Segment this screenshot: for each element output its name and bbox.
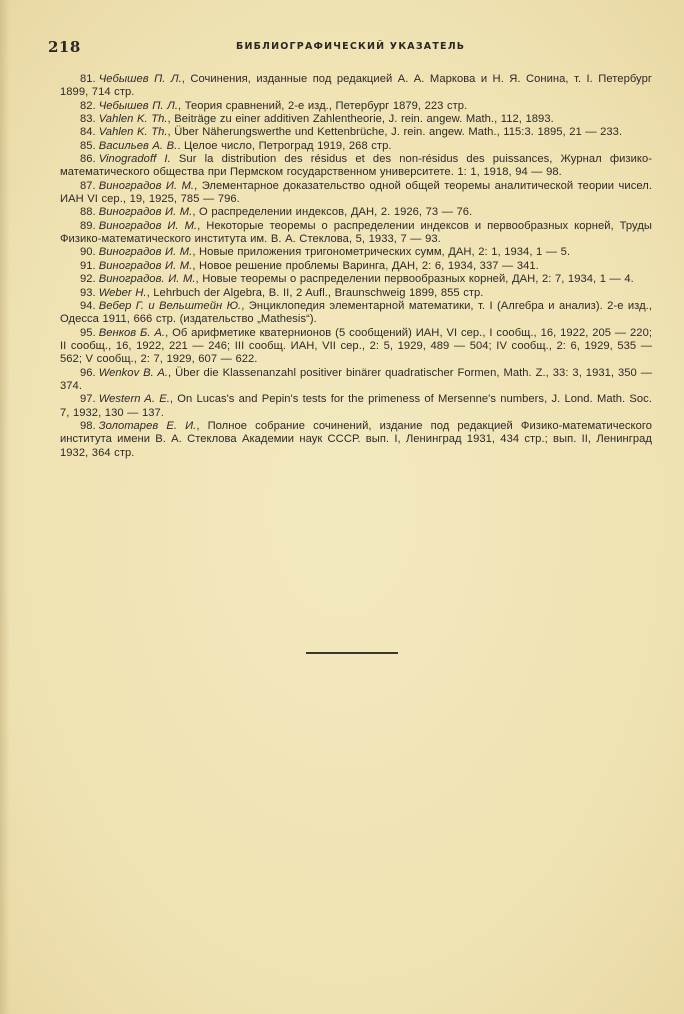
reference-author: Weber H. [98, 286, 147, 299]
reference-entry [60, 73, 652, 100]
reference-text: , Элементарное доказательство одной общей теоремы аналитической теории чисел. ИАН VI сер., 19, 1925, 785 — 796. [60, 179, 652, 206]
reference-entry [60, 260, 652, 273]
reference-author: Чебышев П. Л. [98, 73, 182, 85]
reference-text: , Энциклопедия элементарной математики, т. I (Алгебра и анализ). 2-е изд., Одесса 1911, 666 стр. (издательство „Mathesis“). [60, 299, 652, 326]
reference-entry [60, 140, 652, 153]
reference-number: 83. [80, 113, 96, 126]
reference-entry [60, 273, 652, 286]
section-title: БИБЛИОГРАФИЧЕСКИЙ УКАЗАТЕЛЬ [236, 41, 466, 52]
reference-text: , Beiträge zu einer additiven Zahlentheorie, J. rein. angew. Math., 112, 1893. [167, 113, 554, 126]
reference-author: Виноградов И. М. [98, 246, 193, 259]
reference-text: Sur la distribution des résidus et des non-résidus des puissances, Журнал физико-математического общества при Пермском государственном университете. 1: 1, 1918, 94 — 98. [60, 153, 652, 179]
reference-text: , Новое решение проблемы Варинга, ДАН, 2: 6, 1934, 337 — 341. [192, 259, 539, 272]
reference-entry [60, 126, 652, 139]
end-rule [306, 652, 398, 654]
reference-text: , Über die Klassenanzahl positiver binärer quadratischer Formen, Math. Z., 33: 3, 1931, 350 — 374. [60, 366, 652, 392]
reference-number: 96. [80, 366, 96, 379]
reference-text: , On Lucas's and Pepin's tests for the primeness of Mersenne's numbers, J. Lond. Math. Soc. 7, 1932, 130 — 137. [60, 393, 652, 419]
reference-author: Виноградов И. М. [98, 206, 193, 219]
reference-author: Виноградов И. М. [98, 179, 195, 192]
running-head [48, 38, 644, 56]
reference-number: 88. [80, 206, 96, 219]
reference-author: Васильев А. В. [98, 139, 178, 152]
reference-entry [60, 420, 652, 460]
reference-number: 82. [80, 99, 96, 112]
reference-author: Золотарев Е. И. [98, 419, 197, 432]
reference-text: . Целое число, Петроград 1919, 268 стр. [177, 139, 392, 152]
reference-number: 98. [80, 419, 96, 432]
reference-number: 95. [80, 326, 96, 339]
reference-text: , Некоторые теоремы о распределении индексов и первообразных корней, Труды Физико-математического института им. В. А. Стеклова, 5, 1933, 7 — 93. [60, 219, 652, 246]
reference-author: Виноградов И. М. [98, 259, 193, 272]
reference-author: Western A. E. [98, 393, 170, 406]
reference-entry [60, 153, 652, 180]
reference-author: Vahlen K. Th. [98, 126, 168, 139]
reference-author: Vinogradoff I. [98, 153, 171, 166]
reference-text: , Новые теоремы о распределении первообразных корней, ДАН, 2: 7, 1934, 1 — 4. [195, 273, 634, 286]
reference-author: Виноградов И. М. [98, 219, 198, 232]
reference-entry [60, 246, 652, 259]
reference-text: , Об арифметике кватернионов (5 сообщений) ИАН, VI сер., I сообщ., 16, 1922, 205 — 220; II сообщ., 16, 1922, 221 — 246; III сообщ. ИАН, VII сер., 2: 5, 1929, 489 — 504; IV сообщ., 2: 6, 1929, 535 — 562; V сообщ., 2: 7, 1929, 607 — 622. [60, 326, 652, 366]
reference-author: Wenkov B. A. [98, 366, 169, 379]
reference-number: 81. [80, 73, 96, 85]
reference-entry [60, 113, 652, 126]
reference-entry [60, 327, 652, 367]
reference-author: Vahlen K. Th. [98, 113, 168, 126]
reference-text: , Lehrbuch der Algebra, B. II, 2 Aufl., Braunschweig 1899, 855 стр. [146, 286, 484, 299]
reference-list [60, 73, 652, 460]
reference-text: , Über Näherungswerthe und Kettenbrüche, J. rein. angew. Math., 115:3. 1895, 21 — 233. [167, 126, 623, 139]
reference-author: Виноградов. И. М. [98, 273, 196, 286]
reference-author: Венков Б. А. [98, 326, 166, 339]
reference-text: , Новые приложения тригонометрических сумм, ДАН, 2: 1, 1934, 1 — 5. [192, 246, 571, 259]
reference-number: 90. [80, 246, 96, 259]
reference-number: 85. [80, 139, 96, 152]
reference-entry [60, 393, 652, 420]
reference-author: Вебер Г. и Вельштейн Ю. [98, 299, 242, 312]
reference-number: 86. [80, 153, 96, 166]
reference-entry [60, 100, 652, 113]
reference-number: 97. [80, 393, 96, 406]
reference-author: Чебышев П. Л. [98, 99, 178, 112]
reference-text: , Теория сравнений, 2-е изд., Петербург 1879, 223 стр. [178, 99, 468, 112]
reference-text: , Сочинения, изданные под редакцией А. А. Маркова и Н. Я. Сонина, т. I. Петербург 1899, 714 стр. [60, 73, 652, 99]
reference-entry [60, 206, 652, 219]
reference-entry [60, 220, 652, 247]
reference-entry [60, 367, 652, 394]
reference-text: , Полное собрание сочинений, издание под редакцией Физико-математического института имени В. А. Стеклова Академии наук СССР. вып. I, Ленинград 1931, 434 стр.; вып. II, Ленинград 1932, 364 стр. [60, 419, 652, 459]
reference-number: 84. [80, 126, 96, 139]
reference-number: 92. [80, 273, 96, 286]
reference-number: 87. [80, 179, 96, 192]
reference-text: , О распределении индексов, ДАН, 2. 1926, 73 — 76. [192, 206, 473, 219]
reference-entry [60, 287, 652, 300]
reference-number: 91. [80, 259, 96, 272]
reference-entry [60, 180, 652, 207]
reference-number: 89. [80, 219, 96, 232]
reference-number: 93. [80, 286, 96, 299]
reference-number: 94. [80, 299, 96, 312]
page-number: 218 [48, 38, 81, 56]
reference-entry [60, 300, 652, 327]
